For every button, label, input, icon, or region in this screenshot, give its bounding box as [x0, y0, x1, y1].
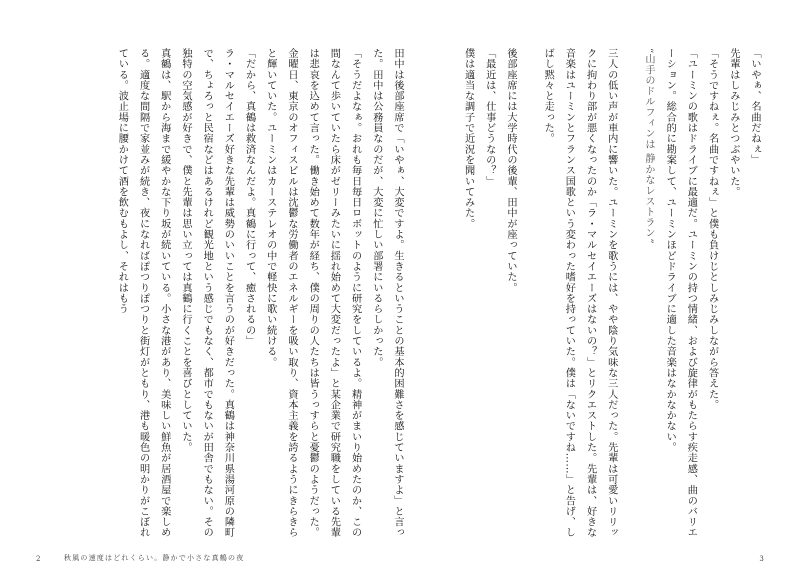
- right-paragraph-6: 三人の低い声が車内に響いた。ユーミンを歌うには、やや陰り気味な三人だった。先輩は可愛いリリックに拘わり部が悪くなったのか「ラ・マルセイエーズはないの？」とリクエストした。先輩は、好きな音楽はユーミンとフランス国歌という変わった嗜好を持っていた。僕は「ないですね……」と告げ、しばし黙々と走った。: [542, 48, 617, 538]
- right-paragraph-4: 「ユーミンの歌はドライブに最適だ。ユーミンの持つ情緒、および旋律がもたらす疾走感、曲のバリエーション。総合的に勘案して、ユーミンほどドライブに適した音楽はなかなかない。: [664, 48, 697, 538]
- right-paragraph-9: 僕は適当な調子で近況を聞いてみた。: [462, 48, 474, 230]
- right-paragraph-2: 先輩はしみじみとつぶやいた。: [727, 48, 739, 198]
- page-number-left: 2: [36, 555, 42, 563]
- lyric-line: “山手のドルフィンは 静かなレストラン”: [642, 48, 654, 245]
- left-page: [36, 48, 408, 538]
- running-head: 秋風の速度はどれくらい。静かで小さな真鶴の夜: [64, 554, 245, 562]
- right-paragraph-1: 「いやぁ、名曲だねぇ」: [749, 48, 760, 166]
- page-number-right: 3: [759, 555, 765, 563]
- left-paragraph-5: ラ・マルセイエーズ好きな先輩は威勢のいいことを言うのが好きだった。真鶴は神奈川県湯河原の隣町で、ちょろっと民宿などはあるけれど観光地という感じでもなく、都市でもないが田舎でもない。その独特の空気感が好きで、僕と先輩は思い立っては真鶴に行くことを喜びとしていた。: [179, 48, 234, 538]
- left-paragraph-1: 田中は後部座席で「いやぁ、大変ですよ。生きるということの基本的困難さを感じていますよ」と言った。田中は公務員なのだが、大変に忙しい部署にいるらしかった。: [370, 48, 403, 538]
- left-paragraph-6: 真鶴は、駅から海まで緩やかな下り坂が続いている。小さな港があり、美味しい鮮魚が居酒屋で楽しめる。適度な間隔で家並みが続き、夜になればぽつりぽつりと街灯がともり、港も暖色の明かりがこぼれている。波止場に腰かけて酒を飲むもよし、それはもう: [116, 48, 170, 538]
- right-paragraph-7: 後部座席には大学時代の後輩、田中が座っていた。: [504, 48, 516, 293]
- right-paragraph-3: 「そうですねぇ。名曲ですねぇ」と僕も負けじとしみじみしながら答えた。: [706, 48, 718, 411]
- left-paragraph-3: 金曜日、東京のオフィスビルは沈鬱な労働者のエネルギーを吸い取り、資本主義を誇るようにきらきらと輝いていた。ユーミンはカーステレオの中で軽快に歌い続ける。: [264, 48, 297, 538]
- right-paragraph-8: 「最近は、仕事どうなの？」: [483, 48, 495, 187]
- left-paragraph-2: 「そうだよなぁ。おれも毎日毎日ロボットのように研究をしているよ。精神がまいり始めたのか、この間なんて歩いていたら床がゼリーみたいに揺れ始めて大変だったよ」と某企業で研究職をしている先輩は悲哀を込めて言った。働き始めて数年が経ち、僕の周りの人たちは皆うっすらと憂鬱のようだった。: [307, 48, 361, 538]
- right-page: [435, 48, 765, 538]
- left-paragraph-4: 「だから、真鶴は救済なんだよ。真鶴に行って、癒されるの」: [243, 48, 255, 347]
